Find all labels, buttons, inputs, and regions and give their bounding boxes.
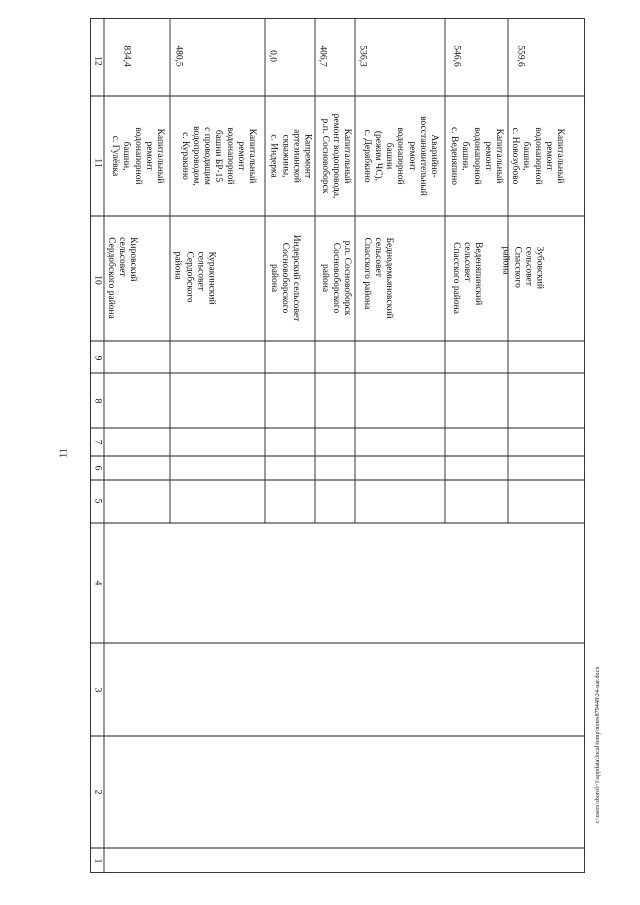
- cell-work: Капремонт артезианской скважины, с. Индерка: [268, 129, 313, 183]
- cell-settlement: Кировский сельсовет Сердобского района: [105, 237, 138, 319]
- col-header-6: 6: [92, 465, 103, 471]
- col-header-1: 1: [92, 858, 103, 864]
- cell-amount: 0,0: [267, 50, 278, 62]
- col-header-5: 5: [92, 498, 103, 504]
- cell-work: Капитальный ремонт водонапорной башни, с. Веденяпино: [449, 127, 505, 185]
- col-header-8: 8: [92, 398, 103, 404]
- cell-work: Капитальный ремонт водонапорной башни, с. Гулёвка: [110, 127, 166, 185]
- col-header-12: 12: [92, 56, 103, 66]
- cell-work: Капитальный ремонт водопровода, р.п. Сосновоборск: [319, 113, 352, 199]
- cell-work: Аварийно- восстановительный ремонт водонапорной башни (режим ЧС), с. Дерябкино: [361, 116, 440, 196]
- cell-settlement: р.п. Сосновоборск Сосновоборского района: [319, 240, 352, 316]
- cell-amount: 536,3: [357, 45, 368, 67]
- cell-amount: 480,5: [173, 45, 184, 67]
- rotated-data-table: [90, 18, 585, 873]
- cell-amount: 559,6: [515, 45, 526, 67]
- cell-settlement: Зубовский сельсовет Спасского района: [500, 246, 545, 289]
- col-header-11: 11: [92, 158, 103, 168]
- col-header-9: 9: [92, 355, 103, 361]
- col-header-2: 2: [92, 789, 103, 795]
- col-header-7: 7: [92, 439, 103, 445]
- cell-settlement: Индерский сельсовет Сосновоборского района: [268, 234, 301, 322]
- cell-amount: 834,4: [121, 45, 132, 67]
- footer-file-path: c:\users\sborol~1\appdata\local\temp\notes879448\24-uar.docx: [595, 666, 601, 824]
- page-number: 11: [58, 448, 70, 458]
- cell-work: Капитальный ремонт водонапорной башни, с. Новозубово: [510, 127, 566, 185]
- cell-settlement: Веденяпинский сельсовет Спасского района: [450, 242, 483, 314]
- cell-amount: 546,6: [451, 45, 462, 67]
- col-header-10: 10: [92, 275, 103, 285]
- cell-amount: 406,7: [317, 45, 328, 67]
- col-header-3: 3: [92, 687, 103, 693]
- cell-settlement: Беднодемьяновский сельсовет Спасского района: [361, 237, 394, 319]
- cell-settlement: Куракинский сельсовет Сердобского района: [172, 251, 217, 305]
- cell-work: Капитальный ремонт водонапорной башни БР-15 с проводящим водопроводом, с. Куракино: [179, 126, 258, 186]
- col-header-4: 4: [92, 580, 103, 586]
